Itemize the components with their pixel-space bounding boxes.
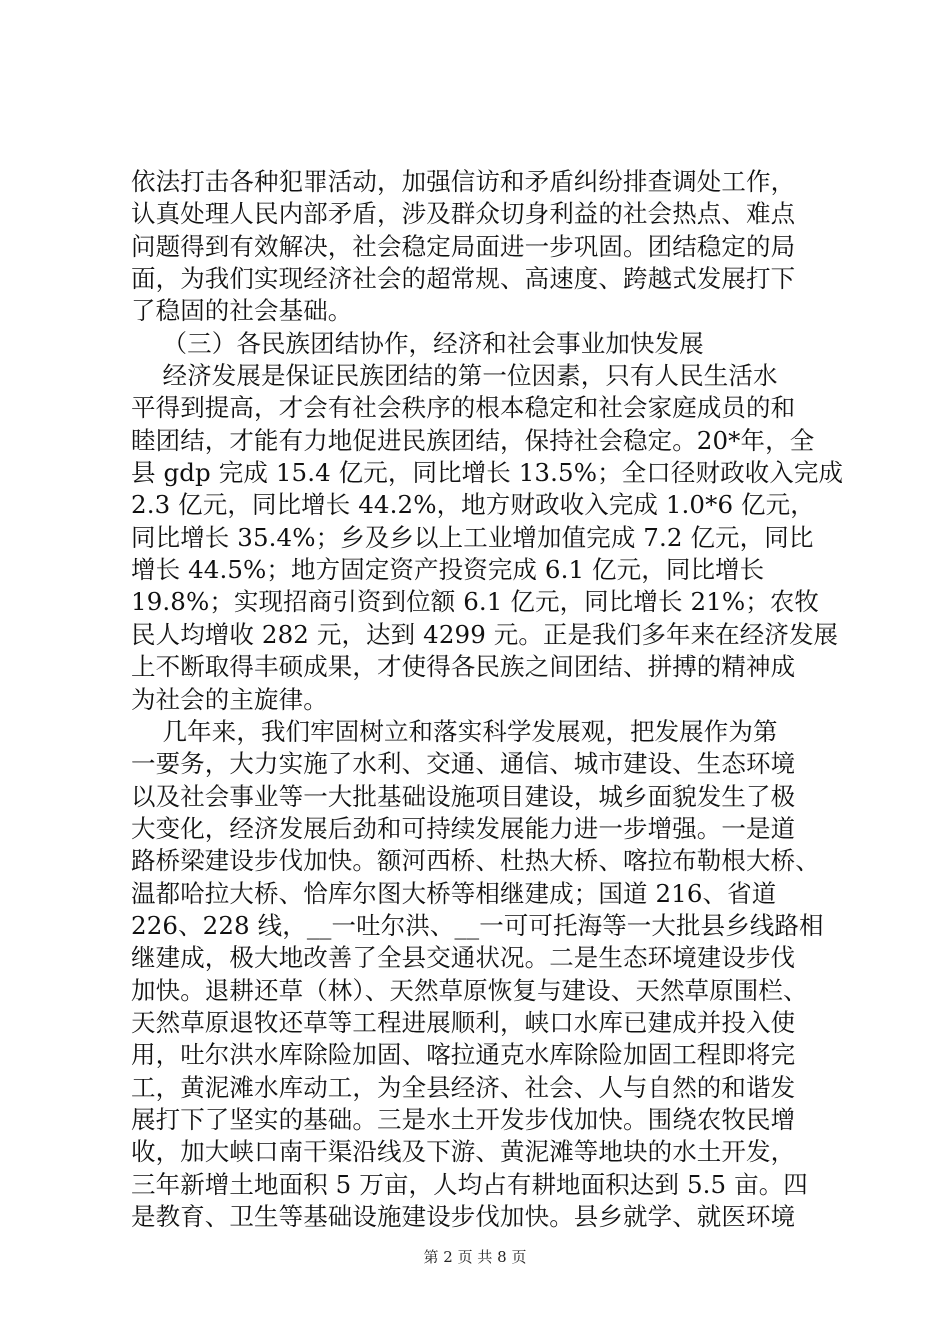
text-line: 19.8%；实现招商引资到位额 6.1 亿元，同比增长 21%；农牧 [131, 587, 820, 617]
text-line: 几年来，我们牢固树立和落实科学发展观，把发展作为第 [131, 716, 778, 746]
text-line: 三年新增土地面积 5 万亩，人均占有耕地面积达到 5.5 亩。四 [131, 1169, 808, 1199]
text-line: 加快。退耕还草（林）、天然草原恢复与建设、天然草原围栏、 [131, 975, 808, 1005]
text-line: 继建成，极大地改善了全县交通状况。二是生态环境建设步伐 [131, 943, 796, 973]
text-line: 2.3 亿元，同比增长 44.2%，地方财政收入完成 1.0*6 亿元， [131, 490, 815, 520]
text-line: 平得到提高，才会有社会秩序的根本稳定和社会家庭成员的和 [131, 393, 796, 423]
text-line: 经济发展是保证民族团结的第一位因素，只有人民生活水 [131, 361, 778, 391]
text-line: 依法打击各种犯罪活动，加强信访和矛盾纠纷排查调处工作， [131, 167, 796, 196]
text-line: 温都哈拉大桥、恰库尔图大桥等相继建成；国道 216、省道 [131, 878, 777, 908]
text-line: 收，加大峡口南干渠沿线及下游、黄泥滩等地块的水土开发， [131, 1137, 796, 1167]
text-line: 以及社会事业等一大批基础设施项目建设，城乡面貌发生了极 [131, 781, 796, 811]
text-line: 县 gdp 完成 15.4 亿元，同比增长 13.5%；全口径财政收入完成 [131, 458, 844, 488]
text-line: 用，吐尔洪水库除险加固、喀拉通克水库除险加固工程即将完 [131, 1040, 796, 1070]
text-line: 工，黄泥滩水库动工，为全县经济、社会、人与自然的和谐发 [131, 1072, 796, 1102]
text-line: 民人均增收 282 元，达到 4299 元。正是我们多年来在经济发展 [131, 619, 839, 649]
text-line: 大变化，经济发展后劲和可持续发展能力进一步增强。一是道 [131, 813, 796, 843]
text-line: 展打下了坚实的基础。三是水土开发步伐加快。围绕农牧民增 [131, 1104, 796, 1134]
text-line: 增长 44.5%；地方固定资产投资完成 6.1 亿元，同比增长 [131, 555, 765, 585]
text-line: 为社会的主旋律。 [131, 684, 328, 714]
document-body [131, 166, 844, 1233]
text-line: 认真处理人民内部矛盾，涉及群众切身利益的社会热点、难点 [131, 199, 796, 229]
section-heading: （三）各民族团结协作，经济和社会事业加快发展 [131, 328, 704, 358]
text-line: 天然草原退牧还草等工程进展顺利，峡口水库已建成并投入使 [131, 1007, 796, 1037]
text-line: 面，为我们实现经济社会的超常规、高速度、跨越式发展打下 [131, 264, 796, 294]
text-line: 路桥梁建设步伐加快。额河西桥、杜热大桥、喀拉布勒根大桥、 [131, 846, 820, 876]
text-line: 一要务，大力实施了水利、交通、通信、城市建设、生态环境 [131, 749, 796, 779]
text-line: 226、228 线，__一吐尔洪、__一可可托海等一大批县乡线路相 [131, 910, 824, 940]
page-footer: 第 2 页 共 8 页 [423, 1248, 527, 1266]
text-line: 同比增长 35.4%；乡及乡以上工业增加值完成 7.2 亿元，同比 [131, 522, 814, 552]
text-line: 问题得到有效解决，社会稳定局面进一步巩固。团结稳定的局 [131, 231, 796, 261]
text-line: 是教育、卫生等基础设施建设步伐加快。县乡就学、就医环境 [131, 1202, 796, 1231]
text-line: 了稳固的社会基础。 [131, 296, 353, 326]
text-line: 上不断取得丰硕成果，才使得各民族之间团结、拼搏的精神成 [131, 652, 796, 682]
text-line: 睦团结，才能有力地促进民族团结，保持社会稳定。20*年，全 [131, 425, 815, 455]
